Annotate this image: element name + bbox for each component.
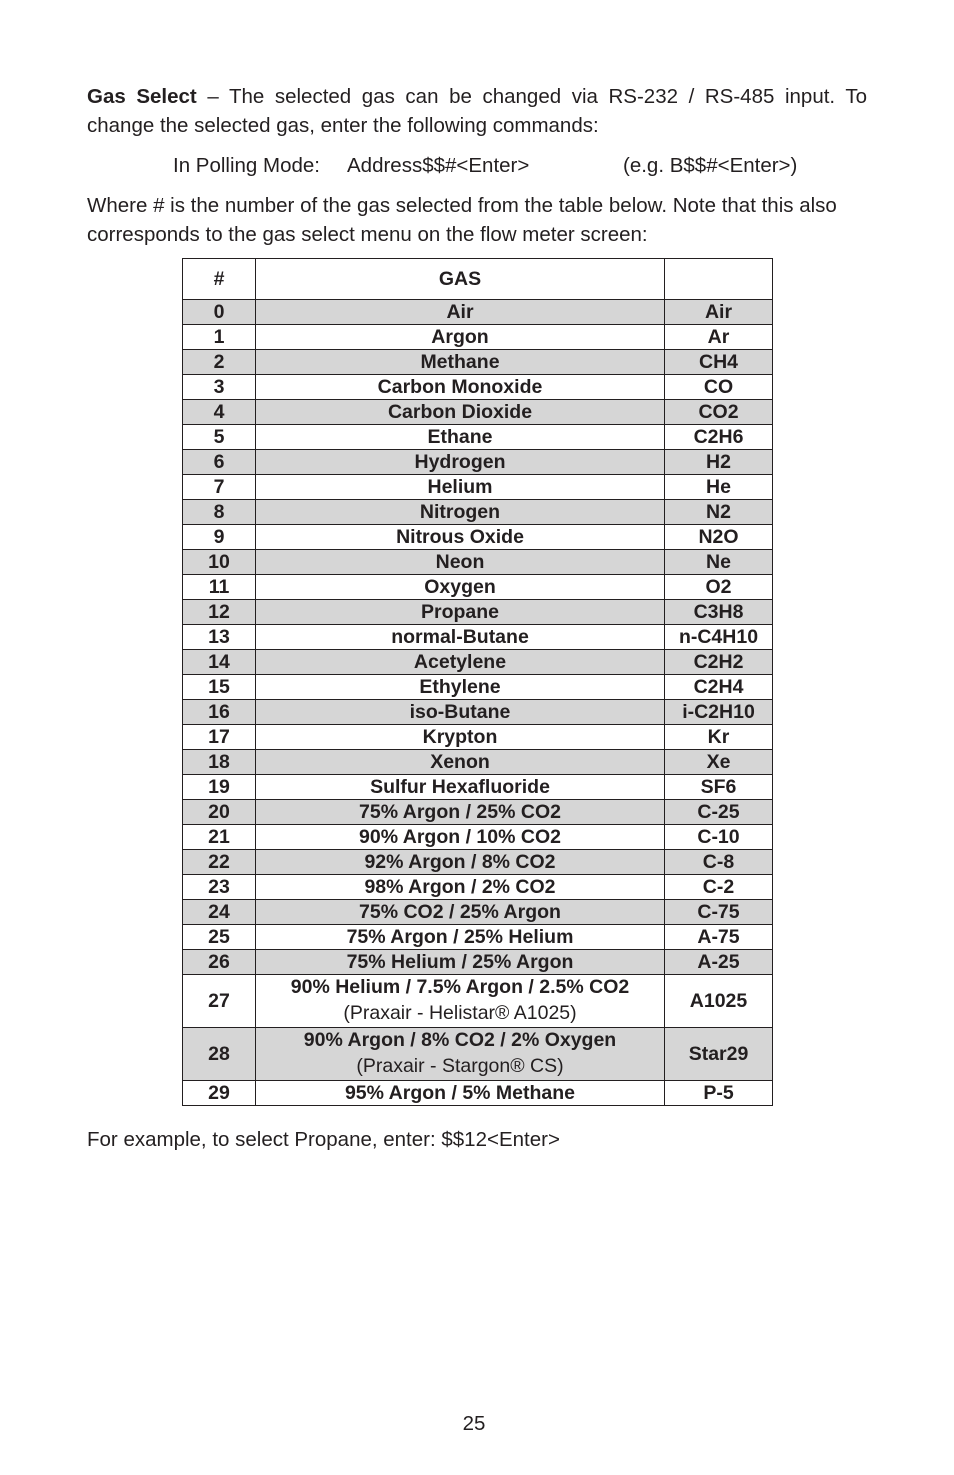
header-code [665,259,773,300]
gas-number: 16 [183,700,256,725]
gas-name-cell [256,825,665,850]
polling-command: Address$$#<Enter> [347,154,530,177]
gas-name: 75% Helium / 25% Argon [346,951,574,973]
gas-code: CO2 [665,400,773,425]
gas-name-cell [256,600,665,625]
gas-name-cell [256,950,665,975]
gas-name-cell [256,675,665,700]
gas-number: 29 [183,1081,256,1106]
gas-code: Kr [665,725,773,750]
gas-number: 2 [183,350,256,375]
gas-number: 18 [183,750,256,775]
gas-name: Oxygen [424,576,496,598]
gas-number: 15 [183,675,256,700]
table-row [183,800,773,825]
table-row [183,375,773,400]
gas-code: C-75 [665,900,773,925]
header-gas: GAS [256,259,665,300]
gas-name: Acetylene [413,651,507,673]
gas-name-cell [256,750,665,775]
gas-name: 90% Helium / 7.5% Argon / 2.5% CO2 [290,976,630,998]
gas-name-cell [256,1028,665,1081]
gas-number: 14 [183,650,256,675]
table-row [183,775,773,800]
gas-name: normal-Butane [391,626,529,648]
table-row [183,875,773,900]
gas-code: He [665,475,773,500]
gas-name: 75% Argon / 25% Helium [346,926,574,948]
gas-name: 75% CO2 / 25% Argon [359,901,561,923]
table-row [183,400,773,425]
gas-number: 26 [183,950,256,975]
gas-number: 0 [183,300,256,325]
table-row [183,825,773,850]
gas-number: 13 [183,625,256,650]
header-number: # [183,259,256,300]
gas-code: N2 [665,500,773,525]
table-row [183,425,773,450]
gas-select-heading: Gas Select [87,85,197,108]
table-row [183,300,773,325]
gas-name-cell [256,800,665,825]
gas-name: Hydrogen [414,451,506,473]
gas-name-cell [256,850,665,875]
gas-code: A-75 [665,925,773,950]
gas-code: C2H4 [665,675,773,700]
gas-name: Helium [427,476,493,498]
gas-name: 75% Argon / 25% CO2 [359,801,561,823]
gas-number: 21 [183,825,256,850]
gas-code: C2H2 [665,650,773,675]
gas-name-cell [256,975,665,1028]
gas-code: C2H6 [665,425,773,450]
gas-name: Nitrogen [419,501,501,523]
table-row [183,1081,773,1106]
gas-code: i-C2H10 [665,700,773,725]
table-row [183,1028,773,1081]
gas-name: 95% Argon / 5% Methane [344,1082,576,1104]
gas-name-cell [256,400,665,425]
gas-number: 7 [183,475,256,500]
gas-name-cell [256,700,665,725]
table-row [183,925,773,950]
gas-number: 24 [183,900,256,925]
table-row [183,675,773,700]
table-row [183,600,773,625]
gas-code: C-2 [665,875,773,900]
gas-number: 20 [183,800,256,825]
gas-code: H2 [665,450,773,475]
gas-code: CH4 [665,350,773,375]
table-row [183,450,773,475]
table-row [183,350,773,375]
example-paragraph: For example, to select Propane, enter: $$12<Enter> [87,1128,560,1151]
table-row [183,475,773,500]
gas-code: C-10 [665,825,773,850]
gas-number: 5 [183,425,256,450]
table-row [183,500,773,525]
gas-number: 11 [183,575,256,600]
polling-mode-label: In Polling Mode: [173,154,321,177]
gas-name-cell [256,300,665,325]
gas-code: Xe [665,750,773,775]
gas-name-cell [256,425,665,450]
gas-name-cell [256,650,665,675]
gas-table-header [183,259,773,300]
gas-name: Ethane [427,426,493,448]
gas-code: Star29 [665,1028,773,1081]
gas-code: Ar [665,325,773,350]
gas-number: 8 [183,500,256,525]
table-row [183,850,773,875]
page-number: 25 [462,1412,486,1435]
gas-trade-name: (Praxair - Helistar® A1025) [343,1002,577,1024]
gas-code: C-25 [665,800,773,825]
table-row [183,750,773,775]
gas-name: 92% Argon / 8% CO2 [364,851,556,873]
gas-code: A-25 [665,950,773,975]
gas-code: C3H8 [665,600,773,625]
gas-number: 6 [183,450,256,475]
gas-name: Carbon Dioxide [387,401,533,423]
polling-example: (e.g. B$$#<Enter>) [623,154,798,177]
gas-name: Sulfur Hexafluoride [370,776,550,798]
gas-number: 4 [183,400,256,425]
gas-name-cell [256,900,665,925]
table-row [183,575,773,600]
gas-code: n-C4H10 [665,625,773,650]
gas-name-cell [256,350,665,375]
gas-name: Propane [420,601,500,623]
gas-name-cell [256,475,665,500]
gas-name: Nitrous Oxide [396,526,524,548]
gas-number: 1 [183,325,256,350]
gas-name: Argon [431,326,489,348]
intro-text: – The selected gas can be changed via RS-232 / RS-485 input. To change the selected gas, enter the following commands: [87,85,867,137]
gas-name-cell [256,775,665,800]
table-row [183,625,773,650]
gas-code: Ne [665,550,773,575]
gas-name-cell [256,625,665,650]
gas-code: N2O [665,525,773,550]
gas-name-cell [256,875,665,900]
gas-name: 90% Argon / 8% CO2 / 2% Oxygen [303,1029,617,1051]
gas-number: 17 [183,725,256,750]
gas-number: 25 [183,925,256,950]
gas-name-cell [256,525,665,550]
gas-number: 23 [183,875,256,900]
table-row [183,550,773,575]
gas-name: Neon [435,551,485,573]
gas-number: 10 [183,550,256,575]
gas-trade-name: (Praxair - Stargon® CS) [356,1055,564,1077]
gas-code: O2 [665,575,773,600]
gas-name-cell [256,575,665,600]
gas-name: Methane [420,351,500,373]
table-row [183,975,773,1028]
gas-name-cell [256,550,665,575]
gas-name: 98% Argon / 2% CO2 [364,876,556,898]
gas-name-cell [256,450,665,475]
gas-name: Carbon Monoxide [377,376,543,398]
gas-code: Air [665,300,773,325]
gas-number: 22 [183,850,256,875]
gas-table [182,258,773,1106]
gas-name-cell [256,325,665,350]
gas-table-note: Where # is the number of the gas selected from the table below. Note that this also corresponds to the gas select menu on the flow meter screen: [87,194,837,246]
gas-number: 28 [183,1028,256,1081]
gas-name-cell [256,925,665,950]
gas-number: 19 [183,775,256,800]
gas-code: CO [665,375,773,400]
gas-name: Krypton [422,726,498,748]
gas-code: A1025 [665,975,773,1028]
gas-name: iso-Butane [409,701,511,723]
gas-name: Xenon [430,751,490,773]
gas-name-cell [256,725,665,750]
gas-number: 3 [183,375,256,400]
gas-name: Air [446,301,474,323]
gas-name-cell [256,375,665,400]
table-row [183,325,773,350]
gas-code: C-8 [665,850,773,875]
table-row [183,725,773,750]
table-row [183,950,773,975]
gas-number: 9 [183,525,256,550]
gas-name: Ethylene [419,676,501,698]
gas-name-cell [256,500,665,525]
gas-number: 27 [183,975,256,1028]
table-row [183,900,773,925]
gas-name: 90% Argon / 10% CO2 [359,826,561,848]
table-row [183,525,773,550]
gas-name-cell [256,1081,665,1106]
gas-code: SF6 [665,775,773,800]
gas-code: P-5 [665,1081,773,1106]
table-row [183,650,773,675]
intro-paragraph [87,82,867,140]
gas-number: 12 [183,600,256,625]
table-row [183,700,773,725]
